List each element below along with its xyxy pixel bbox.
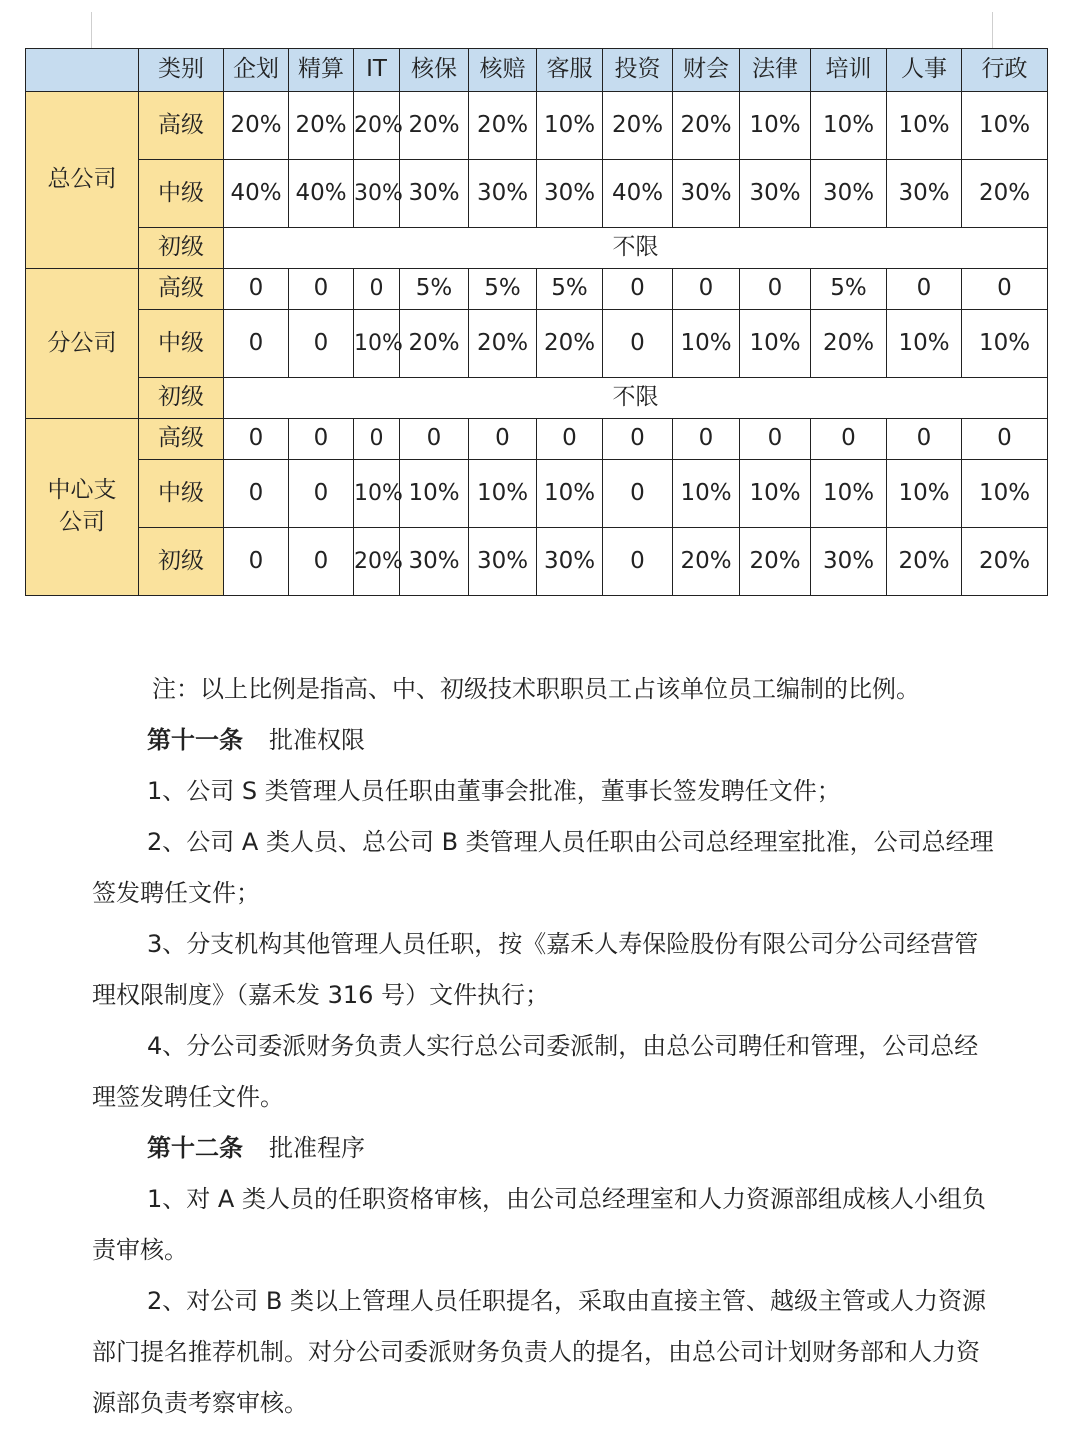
value-cell: 0 [400, 419, 469, 460]
header-cell: IT [354, 49, 400, 92]
value-cell: 40% [603, 160, 673, 228]
value-cell: 30% [354, 160, 400, 228]
document-body [0, 664, 1080, 1429]
value-cell: 5% [469, 269, 537, 310]
value-cell: 30% [537, 160, 603, 228]
article-11-item-4: 4、分公司委派财务负责人实行总公司委派制，由总公司聘任和管理，公司总经理签发聘任文件。 [92, 1032, 979, 1111]
table-row [26, 160, 1048, 228]
value-cell: 0 [354, 419, 400, 460]
level-cell: 初级 [139, 528, 224, 596]
value-cell: 10% [400, 460, 469, 528]
value-cell: 0 [224, 419, 289, 460]
value-cell: 20% [537, 310, 603, 378]
value-cell: 10% [811, 92, 887, 160]
value-cell: 10% [537, 92, 603, 160]
value-cell: 0 [289, 528, 354, 596]
value-cell: 5% [400, 269, 469, 310]
value-cell: 20% [400, 92, 469, 160]
value-cell: 10% [887, 460, 962, 528]
value-cell: 30% [400, 528, 469, 596]
article-11-heading [0, 715, 1080, 766]
value-cell: 10% [354, 460, 400, 528]
level-cell: 中级 [139, 160, 224, 228]
value-cell: 0 [289, 460, 354, 528]
value-cell: 30% [811, 160, 887, 228]
unlimited-cell: 不限 [224, 378, 1048, 419]
value-cell: 0 [603, 310, 673, 378]
value-cell: 20% [354, 92, 400, 160]
value-cell: 5% [811, 269, 887, 310]
level-cell: 中级 [139, 310, 224, 378]
value-cell: 10% [962, 460, 1048, 528]
article-11-subtitle: 批准权限 [269, 726, 365, 754]
level-cell: 高级 [139, 92, 224, 160]
value-cell: 10% [962, 92, 1048, 160]
value-cell: 0 [811, 419, 887, 460]
value-cell: 30% [469, 528, 537, 596]
value-cell: 0 [740, 269, 811, 310]
value-cell: 0 [603, 528, 673, 596]
value-cell: 20% [469, 310, 537, 378]
unlimited-cell: 不限 [224, 228, 1048, 269]
value-cell: 20% [603, 92, 673, 160]
level-cell: 中级 [139, 460, 224, 528]
value-cell: 10% [673, 310, 740, 378]
value-cell: 30% [887, 160, 962, 228]
value-cell: 10% [887, 310, 962, 378]
article-11-title: 第十一条 [147, 726, 243, 754]
value-cell: 10% [537, 460, 603, 528]
value-cell: 20% [673, 528, 740, 596]
value-cell: 0 [469, 419, 537, 460]
value-cell: 0 [887, 419, 962, 460]
group-label-head-office: 总公司 [26, 92, 139, 269]
article-12-item-1: 1、对 A 类人员的任职资格审核，由公司总经理室和人力资源部组成核人小组负责审核。 [92, 1185, 986, 1264]
value-cell: 0 [673, 419, 740, 460]
value-cell: 0 [740, 419, 811, 460]
value-cell: 10% [354, 310, 400, 378]
value-cell: 30% [811, 528, 887, 596]
group-label-branch: 分公司 [26, 269, 139, 419]
table-row [26, 92, 1048, 160]
value-cell: 0 [354, 269, 400, 310]
table-row [26, 378, 1048, 419]
value-cell: 0 [887, 269, 962, 310]
table-row [26, 228, 1048, 269]
table-note: 注：以上比例是指高、中、初级技术职职员工占该单位员工编制的比例。 [152, 675, 920, 703]
value-cell: 20% [354, 528, 400, 596]
value-cell: 20% [673, 92, 740, 160]
value-cell: 0 [289, 310, 354, 378]
article-12-subtitle: 批准程序 [269, 1134, 365, 1162]
header-cell: 核赔 [469, 49, 537, 92]
value-cell: 5% [537, 269, 603, 310]
level-cell: 高级 [139, 269, 224, 310]
position-ratio-table [25, 48, 1048, 596]
value-cell: 10% [740, 310, 811, 378]
value-cell: 10% [811, 460, 887, 528]
value-cell: 10% [887, 92, 962, 160]
value-cell: 20% [400, 310, 469, 378]
header-cell: 核保 [400, 49, 469, 92]
value-cell: 0 [673, 269, 740, 310]
value-cell: 10% [740, 460, 811, 528]
header-cell: 培训 [811, 49, 887, 92]
group-label-central-sub-branch [26, 419, 139, 596]
value-cell: 10% [962, 310, 1048, 378]
level-cell: 初级 [139, 228, 224, 269]
value-cell: 10% [740, 92, 811, 160]
header-cell: 行政 [962, 49, 1048, 92]
table-row [26, 310, 1048, 378]
article-12-title: 第十二条 [147, 1134, 243, 1162]
level-cell: 高级 [139, 419, 224, 460]
table-row [26, 419, 1048, 460]
value-cell: 0 [603, 419, 673, 460]
value-cell: 30% [740, 160, 811, 228]
table-row [26, 528, 1048, 596]
value-cell: 0 [603, 269, 673, 310]
header-cell: 精算 [289, 49, 354, 92]
value-cell: 30% [469, 160, 537, 228]
value-cell: 30% [537, 528, 603, 596]
header-cell: 客服 [537, 49, 603, 92]
group-label-text: 中心支公司 [47, 477, 117, 536]
article-12-heading [0, 1123, 1080, 1174]
header-cell: 财会 [673, 49, 740, 92]
value-cell: 20% [962, 160, 1048, 228]
value-cell: 40% [289, 160, 354, 228]
value-cell: 10% [469, 460, 537, 528]
article-11-item-2: 2、公司 A 类人员、总公司 B 类管理人员任职由公司总经理室批准，公司总经理签发聘任文件； [92, 828, 994, 907]
value-cell: 20% [469, 92, 537, 160]
article-11-item-3: 3、分支机构其他管理人员任职，按《嘉禾人寿保险股份有限公司分公司经营管理权限制度》（嘉禾发 316 号）文件执行； [92, 930, 979, 1009]
value-cell: 20% [887, 528, 962, 596]
header-cell: 类别 [139, 49, 224, 92]
table-header-row [26, 49, 1048, 92]
value-cell: 20% [962, 528, 1048, 596]
header-cell: 法律 [740, 49, 811, 92]
value-cell: 0 [224, 269, 289, 310]
value-cell: 0 [289, 419, 354, 460]
value-cell: 0 [537, 419, 603, 460]
value-cell: 0 [224, 310, 289, 378]
value-cell: 20% [740, 528, 811, 596]
value-cell: 20% [224, 92, 289, 160]
header-blank-cell [26, 49, 139, 92]
value-cell: 40% [224, 160, 289, 228]
level-cell: 初级 [139, 378, 224, 419]
header-cell: 人事 [887, 49, 962, 92]
value-cell: 20% [289, 92, 354, 160]
value-cell: 0 [962, 419, 1048, 460]
value-cell: 0 [224, 460, 289, 528]
value-cell: 30% [673, 160, 740, 228]
table-row [26, 269, 1048, 310]
value-cell: 0 [603, 460, 673, 528]
value-cell: 0 [962, 269, 1048, 310]
table-row [26, 460, 1048, 528]
header-cell: 投资 [603, 49, 673, 92]
margin-marker-left [91, 12, 92, 50]
value-cell: 30% [400, 160, 469, 228]
value-cell: 0 [224, 528, 289, 596]
margin-marker-right [992, 12, 993, 50]
article-11-item-1: 1、公司 S 类管理人员任职由董事会批准，董事长签发聘任文件； [147, 777, 841, 805]
value-cell: 0 [289, 269, 354, 310]
article-12-item-2: 2、对公司 B 类以上管理人员任职提名，采取由直接主管、越级主管或人力资源部门提名推荐机制。对分公司委派财务负责人的提名，由总公司计划财务部和人力资源部负责考察审核。 [92, 1287, 986, 1417]
value-cell: 20% [811, 310, 887, 378]
value-cell: 10% [673, 460, 740, 528]
header-cell: 企划 [224, 49, 289, 92]
